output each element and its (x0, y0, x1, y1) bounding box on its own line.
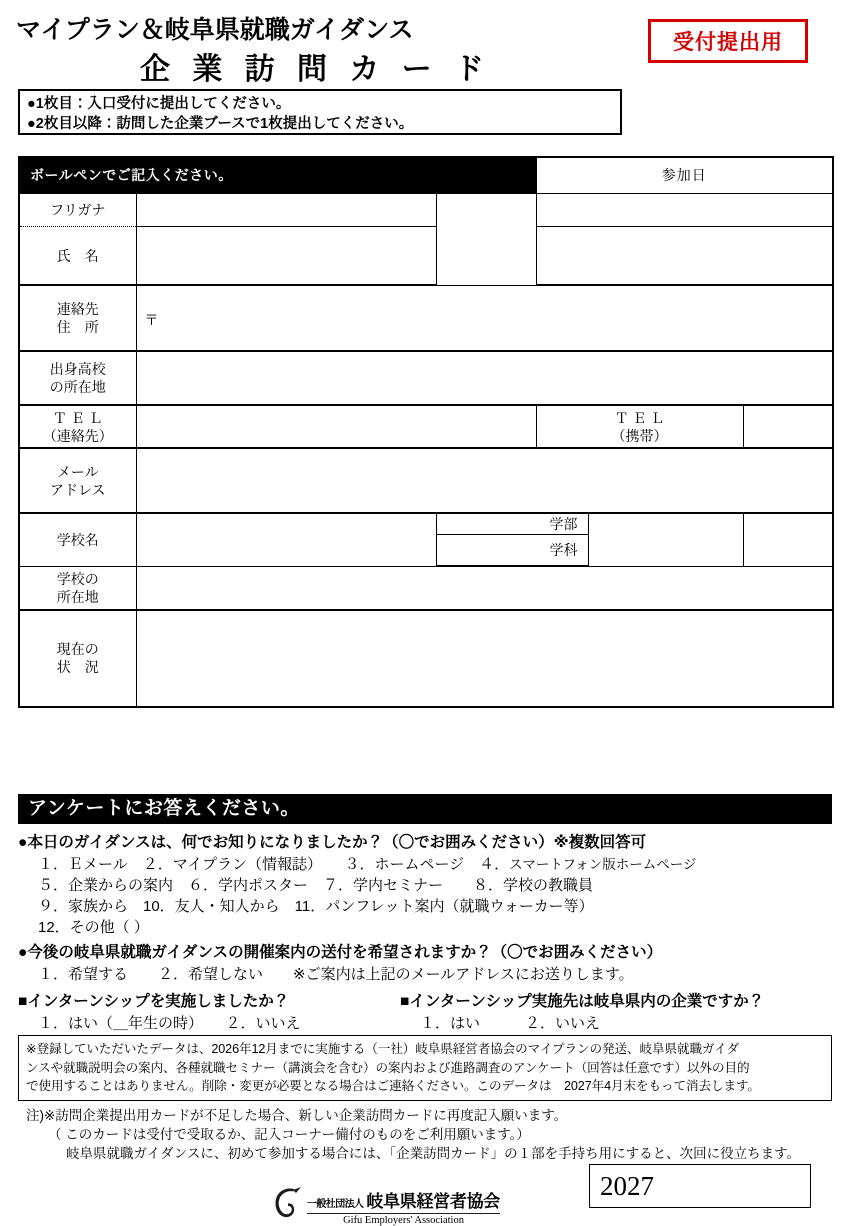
reception-stamp-label: 受付提出用 (673, 31, 783, 54)
ballpen-notice-bar: ボールペンでご記入ください。 (19, 157, 536, 193)
highschool-label (19, 351, 136, 405)
highschool-label-line2: の所在地 (49, 379, 106, 395)
survey-q3-options[interactable]: １．はい（＿年生の時） ２．いいえ (38, 1015, 301, 1032)
form-row-mail (19, 448, 833, 513)
privacy-line-2: ンスや就職説明会の案内、各種就職セミナー（講演会を含む）の案内および進路調査のアンケート（回答は任意です）以外の目的 (26, 1060, 750, 1075)
faculty-label: 学部 (436, 513, 588, 535)
privacy-line-3: で使用することはありません。削除・変更が必要となる場合はご連絡ください。このデータは 2027年4月末をもって消去します。 (26, 1079, 760, 1093)
survey-body (18, 832, 838, 1034)
furigana-label: フリガナ (19, 193, 136, 227)
page-header (0, 0, 850, 86)
survey-q1-options-line4[interactable]: 12．その他（ ） (38, 919, 149, 936)
current-status-input-cell[interactable] (136, 610, 833, 707)
form-row-school-address (19, 566, 833, 610)
tel-contact-label (19, 405, 136, 448)
survey-q2-options[interactable]: １．希望する ２．希望しない ※ご案内は上記のメールアドレスにお送りします。 (38, 966, 634, 983)
current-status-label (19, 610, 136, 707)
tel-mobile-label (536, 405, 743, 448)
tel-contact-label-line2: （連絡先） (42, 427, 113, 444)
school-address-label-line1: 学校の (56, 570, 99, 587)
reception-stamp-box (648, 19, 808, 63)
name-label: 氏 名 (19, 227, 136, 286)
form-row-highschool (19, 351, 833, 405)
privacy-line-1: ※登録していただいたデータは、2026年12月までに実施する（一社）岐阜県経営者協会のマイプランの発送、岐阜県就職ガイダ (26, 1042, 740, 1056)
survey-q1-options-line1[interactable] (18, 854, 838, 875)
survey-q2-text: ●今後の岐阜県就職ガイダンスの開催案内の送付を希望されますか？（〇でお囲みください） (18, 944, 663, 961)
school-name-label: 学校名 (19, 513, 136, 566)
logo-association-name-jp: 岐阜県経営者協会 (366, 1192, 501, 1211)
birthdate-input-cell[interactable] (536, 227, 833, 286)
form-row-name (19, 227, 833, 286)
mail-label-line2: アドレス (49, 481, 106, 498)
survey-header-bar: アンケートにお答えください。 (18, 794, 832, 824)
contact-address-label (19, 285, 136, 351)
survey-q1-options-line3[interactable]: ９．家族から 10．友人・知人から 11．パンフレット案内（就職ウォーカー等） (38, 898, 594, 915)
tel-mobile-input-cell[interactable] (743, 405, 833, 448)
visit-card-form-table (18, 156, 834, 708)
survey-q3-block (18, 991, 400, 1034)
form-row-tel (19, 405, 833, 448)
survey-q1-options-line1-main: １．Ｅメール ２．マイプラン（情報誌） ３．ホームページ ４． (38, 856, 510, 873)
department-label: 学科 (436, 535, 588, 567)
logo-japanese-row (307, 1187, 500, 1214)
school-address-label (19, 566, 136, 610)
privacy-notice-box (18, 1035, 832, 1101)
logo-corporate-prefix: 一般社団法人 (307, 1199, 364, 1210)
contact-address-label-line1: 連絡先 (56, 301, 99, 317)
association-logo (272, 1186, 500, 1226)
school-address-label-line2: 所在地 (56, 588, 99, 605)
mail-label (19, 448, 136, 513)
furigana-input-cell[interactable] (136, 193, 436, 227)
form-row-current-status (19, 610, 833, 707)
survey-q4-options[interactable]: １．はい ２．いいえ (420, 1015, 601, 1032)
tel-mobile-label-line2: （携帯） (611, 427, 668, 444)
survey-q1-options-line2[interactable]: ５．企業からの案内 ６．学内ポスター ７．学内セミナー ８．学校の教職員 (38, 877, 594, 894)
school-extra-cell[interactable] (743, 513, 833, 566)
form-row-school-faculty (19, 513, 833, 535)
survey-q4-text: ■インターンシップ実施先は岐阜県内の企業ですか？ (400, 993, 765, 1010)
instruction-box (18, 89, 622, 135)
survey-q4-block (400, 991, 830, 1034)
mail-input-cell[interactable] (136, 448, 833, 513)
name-extra-cell[interactable] (436, 193, 536, 285)
instruction-line-2: ●2枚目以降：訪問した企業ブースで1枚提出してください。 (27, 116, 414, 132)
form-row-contact-address (19, 285, 833, 351)
footer-note-3: 岐阜県就職ガイダンスに、初めて参加する場合には、「企業訪問カード」の１部を手持ち用にすると、次回に役立ちます。 (66, 1146, 800, 1161)
mail-label-line1: メール (56, 463, 99, 480)
survey-q1-option-4-label: スマートフォン版ホームページ (509, 857, 697, 872)
tel-contact-input-cell[interactable] (136, 405, 536, 448)
header-title-line2: 企 業 訪 問 カ ー ド (140, 53, 492, 86)
contact-address-label-line2: 住 所 (56, 319, 99, 335)
survey-internship-row (18, 991, 838, 1034)
name-input-cell[interactable] (136, 227, 436, 286)
current-status-label-line2: 状 況 (56, 659, 99, 675)
birthdate-label (536, 193, 833, 227)
header-title-line1: マイプラン＆岐阜県就職ガイダンス (16, 16, 414, 44)
current-status-label-line1: 現在の (56, 641, 99, 657)
logo-association-name-en: Gifu Employers' Association (343, 1215, 464, 1226)
school-address-input-cell[interactable] (136, 566, 833, 610)
participation-date-label: 参加日 (536, 157, 833, 193)
logo-text-column (307, 1186, 500, 1226)
tel-mobile-label-line1: Ｔ Ｅ Ｌ (614, 409, 665, 426)
postal-mark-icon: 〒 (144, 312, 159, 328)
faculty-department-input-cell[interactable] (588, 513, 743, 566)
survey-q1-text: ●本日のガイダンスは、何でお知りになりましたか？（〇でお囲みください）※複数回答可 (18, 834, 647, 851)
form-row-header (19, 157, 833, 193)
gifu-g-mark-icon (272, 1186, 302, 1220)
survey-q3-text: ■インターンシップを実施しましたか？ (18, 993, 290, 1010)
year-box (589, 1164, 811, 1208)
school-name-input-cell[interactable] (136, 513, 436, 566)
footer-notes (26, 1106, 846, 1163)
highschool-label-line1: 出身高校 (49, 361, 106, 377)
form-row-furigana (19, 193, 833, 227)
contact-address-input-cell[interactable] (136, 285, 833, 351)
instruction-line-1: ●1枚目：入口受付に提出してください。 (27, 96, 291, 112)
footer-note-1: 注)※訪問企業提出用カードが不足した場合、新しい企業訪問カードに再度記入願います。 (26, 1108, 568, 1123)
tel-contact-label-line1: Ｔ Ｅ Ｌ (52, 409, 103, 426)
footer-note-2: （ このカードは受付で受取るか、記入コーナー備付のものをご利用願います。） (48, 1127, 530, 1142)
highschool-input-cell[interactable] (136, 351, 833, 405)
year-label: 2027 (600, 1170, 654, 1201)
